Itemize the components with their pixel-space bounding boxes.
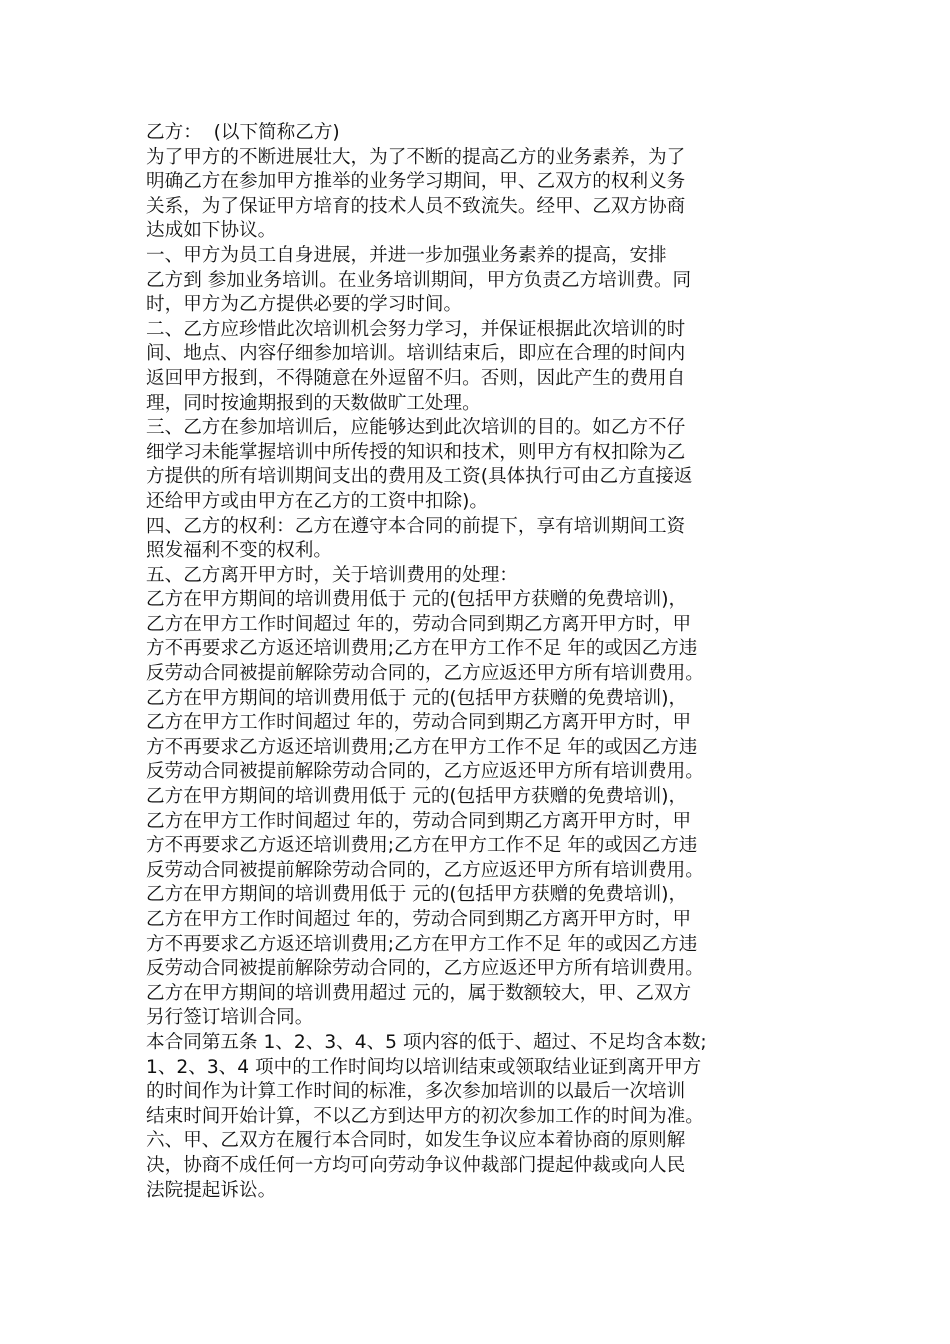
text-line: 五、乙方离开甲方时，关于培训费用的处理： xyxy=(146,564,518,586)
text-line: 反劳动合同被提前解除劳动合同的，乙方应返还甲方所有培训费用。 xyxy=(146,859,704,881)
text-line: 法院提起诉讼。 xyxy=(146,1179,277,1201)
text-line: 结束时间开始计算，不以乙方到达甲方的初次参加工作的时间为准。 xyxy=(146,1105,704,1127)
text-line: 乙方在甲方工作时间超过 年的，劳动合同到期乙方离开甲方时，甲 xyxy=(146,613,692,635)
text-line: 乙方： (以下简称乙方) xyxy=(146,122,340,143)
text-line: 间、地点、内容仔细参加培训。培训结束后，即应在合理的时间内 xyxy=(146,343,686,365)
text-line: 明确乙方在参加甲方推举的业务学习期间，甲、乙双方的权利义务 xyxy=(146,171,686,193)
text-line: 细学习未能掌握培训中所传授的知识和技术，则甲方有权扣除为乙 xyxy=(146,441,686,463)
text-line: 乙方在甲方期间的培训费用低于 元的(包括甲方获赠的免费培训)， xyxy=(146,786,688,808)
text-line: 方提供的所有培训期间支出的费用及工资(具体执行可由乙方直接返 xyxy=(146,466,693,488)
text-line: 反劳动合同被提前解除劳动合同的，乙方应返还甲方所有培训费用。 xyxy=(146,958,704,980)
text-line: 方不再要求乙方返还培训费用;乙方在甲方工作不足 年的或因乙方违 xyxy=(146,736,698,758)
text-line: 反劳动合同被提前解除劳动合同的，乙方应返还甲方所有培训费用。 xyxy=(146,761,704,783)
text-line: 四、乙方的权利：乙方在遵守本合同的前提下，享有培训期间工资 xyxy=(146,515,686,537)
text-line: 乙方在甲方期间的培训费用低于 元的(包括甲方获赠的免费培训)， xyxy=(146,884,688,906)
text-line: 为了甲方的不断进展壮大，为了不断的提高乙方的业务素养，为了 xyxy=(146,146,686,168)
text-line: 理，同时按逾期报到的天数做旷工处理。 xyxy=(146,392,481,414)
document-body xyxy=(146,121,810,1203)
text-line: 方不再要求乙方返还培训费用;乙方在甲方工作不足 年的或因乙方违 xyxy=(146,638,698,660)
text-line: 达成如下协议。 xyxy=(146,220,277,242)
text-line: 乙方在甲方期间的培训费用超过 元的，属于数额较大，甲、乙双方 xyxy=(146,982,692,1004)
text-line: 还给甲方或由甲方在乙方的工资中扣除)。 xyxy=(146,490,488,512)
text-line: 返回甲方报到，不得随意在外逗留不归。否则，因此产生的费用自 xyxy=(146,367,686,389)
text-line: 1、2、3、4 项中的工作时间均以培训结束或领取结业证到离开甲方 xyxy=(146,1056,702,1078)
text-line: 决，协商不成任何一方均可向劳动争议仲裁部门提起仲裁或向人民 xyxy=(146,1154,686,1176)
text-line: 另行签订培训合同。 xyxy=(146,1007,314,1029)
text-line: 二、乙方应珍惜此次培训机会努力学习，并保证根据此次培训的时 xyxy=(146,318,686,340)
text-line: 方不再要求乙方返还培训费用;乙方在甲方工作不足 年的或因乙方违 xyxy=(146,835,698,857)
text-line: 的时间作为计算工作时间的标准，多次参加培训的以最后一次培训 xyxy=(146,1081,686,1103)
text-line: 时，甲方为乙方提供必要的学习时间。 xyxy=(146,294,463,316)
text-line: 关系，为了保证甲方培育的技术人员不致流失。经甲、乙双方协商 xyxy=(146,195,686,217)
text-line: 三、乙方在参加培训后，应能够达到此次培训的目的。如乙方不仔 xyxy=(146,417,686,439)
text-line: 方不再要求乙方返还培训费用;乙方在甲方工作不足 年的或因乙方违 xyxy=(146,933,698,955)
text-line: 六、甲、乙双方在履行本合同时，如发生争议应本着协商的原则解 xyxy=(146,1130,686,1152)
text-line: 乙方在甲方工作时间超过 年的，劳动合同到期乙方离开甲方时，甲 xyxy=(146,810,692,832)
text-line: 乙方在甲方工作时间超过 年的，劳动合同到期乙方离开甲方时，甲 xyxy=(146,712,692,734)
text-line: 乙方在甲方期间的培训费用低于 元的(包括甲方获赠的免费培训)， xyxy=(146,687,688,709)
text-line: 乙方在甲方工作时间超过 年的，劳动合同到期乙方离开甲方时，甲 xyxy=(146,909,692,930)
text-line: 照发福利不变的权利。 xyxy=(146,540,332,562)
text-line: 一、甲方为员工自身进展，并进一步加强业务素养的提高，安排 xyxy=(146,244,667,266)
text-line: 乙方到 参加业务培训。在业务培训期间，甲方负责乙方培训费。同 xyxy=(146,269,692,291)
text-line: 乙方在甲方期间的培训费用低于 元的(包括甲方获赠的免费培训)， xyxy=(146,589,688,611)
text-line: 本合同第五条 1、2、3、4、5 项内容的低于、超过、不足均含本数; xyxy=(146,1031,707,1053)
text-line: 反劳动合同被提前解除劳动合同的，乙方应返还甲方所有培训费用。 xyxy=(146,663,704,685)
